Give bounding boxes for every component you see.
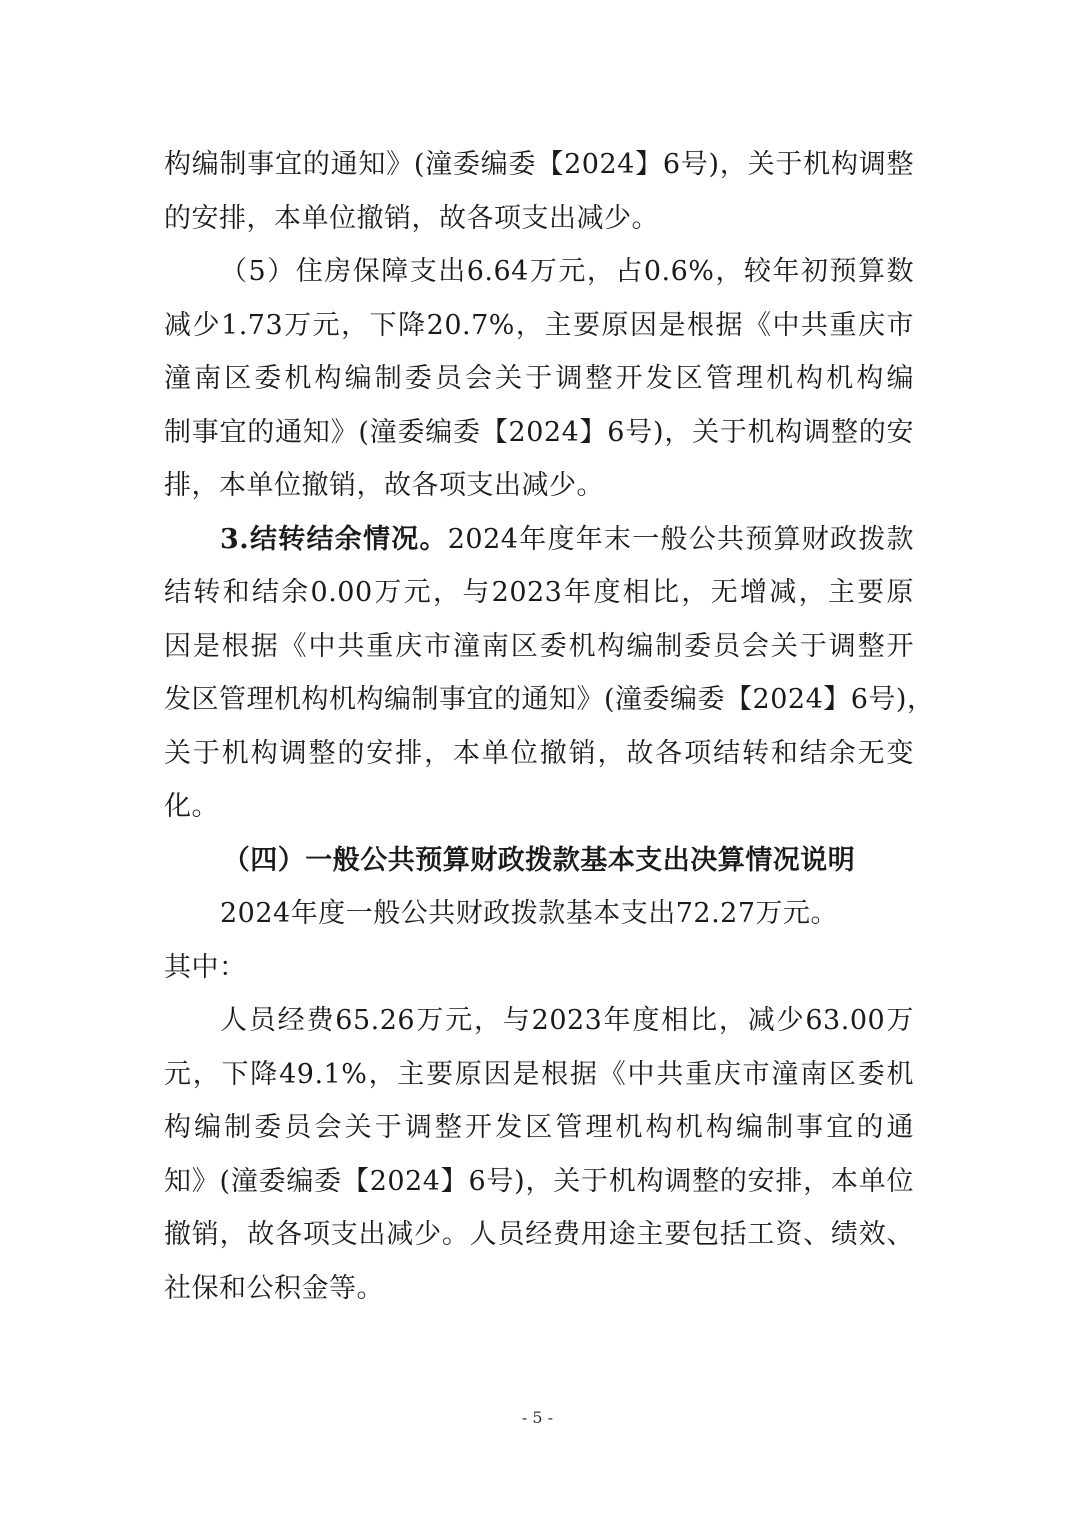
text-line: 化。 — [164, 791, 219, 822]
text-line: 关于机构调整的安排，本单位撤销，故各项结转和结余无变 — [164, 737, 914, 769]
text-line: 排，本单位撤销，故各项支出减少。 — [164, 470, 604, 501]
page-number: - 5 - — [521, 1408, 554, 1427]
text-line: 撤销，故各项支出减少。人员经费用途主要包括工资、绩效、 — [164, 1219, 914, 1250]
text-line: 发区管理机构机构编制事宜的通知》(潼委编委【2024】6号)， — [164, 684, 935, 715]
text-line: 社保和公积金等。 — [164, 1272, 384, 1304]
text-line: （5）住房保障支出6.64万元，占0.6%，较年初预算数 — [220, 256, 914, 287]
text-line: 结转和结余0.00万元，与2023年度相比，无增减，主要原 — [164, 577, 914, 608]
text-line: 构编制事宜的通知》(潼委编委【2024】6号)，关于机构调整 — [164, 149, 914, 180]
body-text — [164, 138, 935, 1315]
text-line: 构编制委员会关于调整开发区管理机构机构编制事宜的通 — [164, 1112, 914, 1143]
section-heading: （四）一般公共预算财政拨款基本支出决算情况说明 — [222, 844, 856, 876]
text-line: 元，下降49.1%，主要原因是根据《中共重庆市潼南区委机 — [164, 1058, 914, 1090]
text-line: 其中： — [164, 951, 247, 983]
text-line: 2024年度年末一般公共预算财政拨款 — [447, 523, 915, 555]
section-3-line — [164, 513, 914, 567]
text-line: 制事宜的通知》(潼委编委【2024】6号)，关于机构调整的安 — [164, 416, 914, 448]
text-line: 潼南区委机构编制委员会关于调整开发区管理机构机构编 — [164, 363, 914, 394]
text-line: 2024年度一般公共财政拨款基本支出72.27万元。 — [220, 898, 839, 929]
text-line: 因是根据《中共重庆市潼南区委机构编制委员会关于调整开 — [164, 630, 914, 662]
text-line: 减少1.73万元，下降20.7%，主要原因是根据《中共重庆市 — [164, 309, 914, 341]
text-line: 人员经费65.26万元，与2023年度相比，减少63.00万 — [220, 1005, 914, 1036]
section-3-heading: 3.结转结余情况。 — [220, 523, 448, 555]
text-line: 的安排，本单位撤销，故各项支出减少。 — [164, 202, 659, 234]
text-line: 知》(潼委编委【2024】6号)，关于机构调整的安排，本单位 — [164, 1165, 914, 1197]
